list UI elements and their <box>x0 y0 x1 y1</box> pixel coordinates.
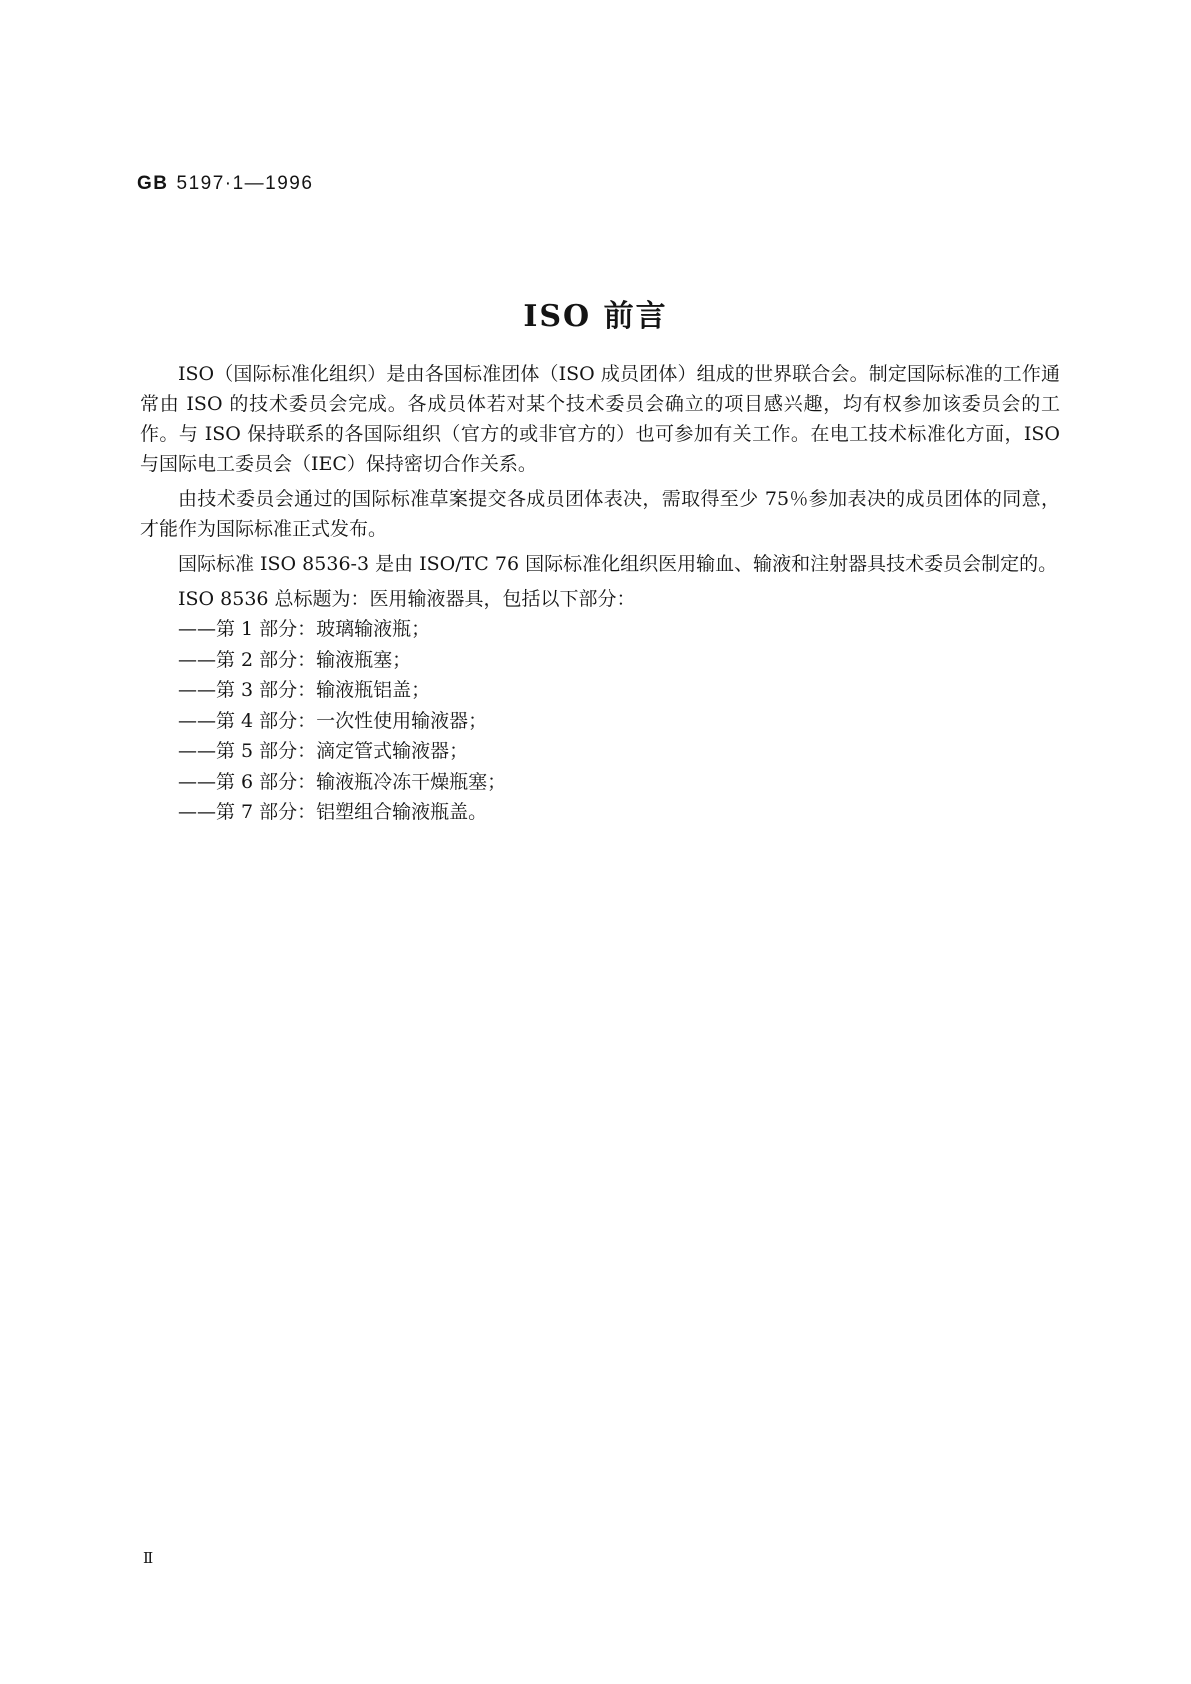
list-item: ——第 1 部分：玻璃输液瓶； <box>178 618 431 640</box>
standard-number: 5197·1—1996 <box>176 173 314 194</box>
list-item: ——第 4 部分：一次性使用输液器； <box>178 709 488 732</box>
list-item: ——第 5 部分：滴定管式输液器； <box>178 740 469 762</box>
standard-prefix: GB <box>137 173 169 194</box>
list-item: ——第 7 部分：铝塑组合输液瓶盖。 <box>178 801 488 823</box>
list-item: ——第 2 部分：输液瓶塞； <box>178 648 412 671</box>
paragraph-series-title: ISO 8536 总标题为：医用输液器具，包括以下部分： <box>178 588 636 610</box>
parts-list <box>140 614 1060 828</box>
page-number: Ⅱ <box>143 1549 154 1567</box>
paragraph-committee: 国际标准 ISO 8536-3 是由 ISO/TC 76 国际标准化组织医用输血、输液和注射器具技术委员会制定的。 <box>178 553 1058 575</box>
document-header <box>137 173 313 195</box>
list-item: ——第 6 部分：输液瓶冷冻干燥瓶塞； <box>178 770 507 793</box>
paragraph-approval: 由技术委员会通过的国际标准草案提交各成员团体表决，需取得至少 75％参加表决的成员团体的同意，才能作为国际标准正式发布。 <box>140 488 1060 540</box>
page-title: ISO 前言 <box>523 299 668 334</box>
document-body <box>140 359 1060 828</box>
paragraph-iso-intro: ISO（国际标准化组织）是由各国标准团体（ISO 成员团体）组成的世界联合会。制定国际标准的工作通常由 ISO 的技术委员会完成。各成员体若对某个技术委员会确立的项目感兴趣，均有权参加该委员会的工作。与 ISO 保持联系的各国际组织（官方的或非官方的）也可参加有关工作。在电工技术标准化方面，ISO 与国际电工委员会（IEC）保持密切合作关系。 <box>140 363 1060 475</box>
list-item: ——第 3 部分：输液瓶铝盖； <box>178 679 431 701</box>
